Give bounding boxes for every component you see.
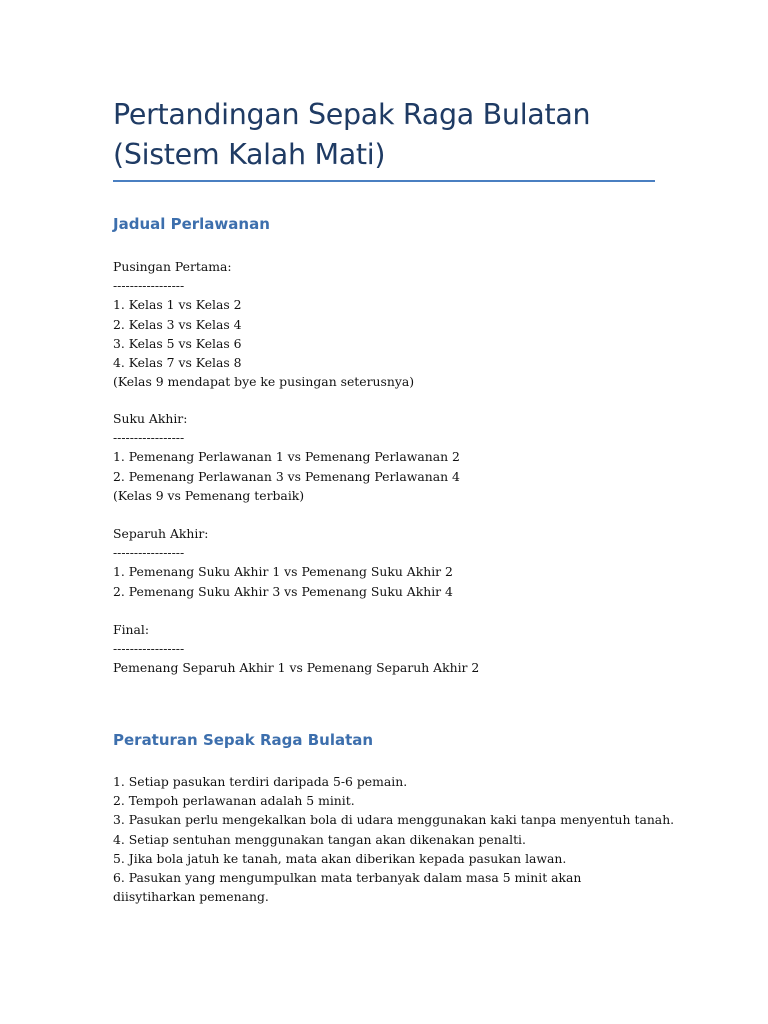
- rule-item-5: 5. Jika bola jatuh ke tanah, mata akan diberikan kepada pasukan lawan.: [113, 850, 567, 866]
- round1-label: Pusingan Pertama:: [113, 259, 232, 274]
- final-match: Pemenang Separuh Akhir 1 vs Pemenang Separuh Akhir 2: [113, 660, 480, 676]
- round1-note: (Kelas 9 mendapat bye ke pusingan seterusnya): [113, 374, 415, 390]
- round1-match-4: 4. Kelas 7 vs Kelas 8: [113, 354, 242, 370]
- final-divider: -----------------: [113, 641, 185, 657]
- title-underline: [113, 180, 655, 182]
- semifinal-section: [113, 524, 673, 601]
- rule-item-3: 3. Pasukan perlu mengekalkan bola di udara menggunakan kaki tanpa menyentuh tanah.: [113, 812, 675, 828]
- rules-heading: Peraturan Sepak Raga Bulatan: [113, 731, 374, 749]
- round1-match-2: 2. Kelas 3 vs Kelas 4: [113, 316, 242, 332]
- rule-item-4: 4. Setiap sentuhan menggunakan tangan akan dikenakan penalti.: [113, 831, 526, 847]
- round1-section: [113, 257, 673, 391]
- round1-divider: -----------------: [113, 278, 185, 294]
- semifinal-divider: -----------------: [113, 545, 185, 561]
- quarterfinal-section: [113, 409, 673, 505]
- semifinal-match-2: 2. Pemenang Suku Akhir 3 vs Pemenang Suku Akhir 4: [113, 583, 453, 599]
- quarterfinal-divider: -----------------: [113, 430, 185, 446]
- quarterfinal-note: (Kelas 9 vs Pemenang terbaik): [113, 487, 305, 503]
- round1-match-1: 1. Kelas 1 vs Kelas 2: [113, 297, 242, 313]
- semifinal-label: Separuh Akhir:: [113, 526, 209, 541]
- rules-list: [113, 772, 673, 906]
- rule-item-2: 2. Tempoh perlawanan adalah 5 minit.: [113, 793, 355, 809]
- rule-item-6: 6. Pasukan yang mengumpulkan mata terbanyak dalam masa 5 minit akan diisytiharkan pemenang.: [113, 869, 582, 905]
- title-line-2: (Sistem Kalah Mati): [113, 138, 386, 171]
- round1-match-3: 3. Kelas 5 vs Kelas 6: [113, 335, 242, 351]
- final-section: [113, 620, 673, 678]
- quarterfinal-label: Suku Akhir:: [113, 411, 188, 426]
- document-title: [113, 95, 655, 175]
- quarterfinal-match-2: 2. Pemenang Perlawanan 3 vs Pemenang Perlawanan 4: [113, 468, 460, 484]
- final-label: Final:: [113, 622, 150, 637]
- title-line-1: Pertandingan Sepak Raga Bulatan: [113, 98, 591, 131]
- quarterfinal-match-1: 1. Pemenang Perlawanan 1 vs Pemenang Perlawanan 2: [113, 449, 460, 465]
- rule-item-1: 1. Setiap pasukan terdiri daripada 5-6 pemain.: [113, 774, 408, 789]
- schedule-heading: Jadual Perlawanan: [113, 215, 270, 233]
- semifinal-match-1: 1. Pemenang Suku Akhir 1 vs Pemenang Suku Akhir 2: [113, 564, 453, 580]
